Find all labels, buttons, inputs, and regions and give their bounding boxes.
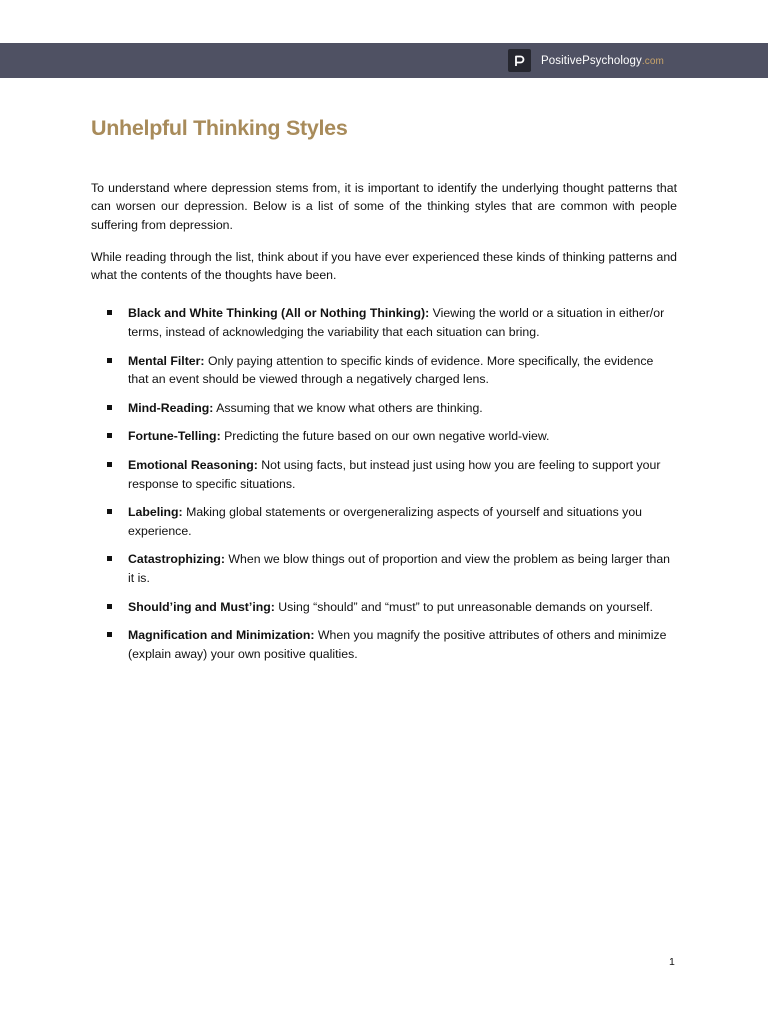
list-item-description: Viewing the world or a situation in either/or terms, instead of acknowledging the variability that each situation can bring. bbox=[128, 306, 665, 339]
list-item-term: Fortune-Telling: bbox=[128, 429, 221, 444]
brand-logo-link[interactable] bbox=[508, 49, 664, 72]
square-bullet-icon bbox=[107, 462, 112, 467]
page-number: 1 bbox=[669, 956, 675, 968]
list-item-description: Predicting the future based on our own negative world-view. bbox=[220, 429, 550, 444]
list-item bbox=[91, 399, 677, 417]
list-item-description: Only paying attention to specific kinds of evidence. More specifically, the evidence that an event should be viewed through a negatively charged lens. bbox=[128, 353, 654, 386]
list-item bbox=[91, 456, 677, 493]
header-bar bbox=[0, 43, 768, 78]
square-bullet-icon bbox=[107, 433, 112, 438]
list-item bbox=[91, 503, 677, 540]
instruction-paragraph: While reading through the list, think about if you have ever experienced these kinds of thinking patterns and what the contents of the thoughts have been. bbox=[91, 249, 677, 283]
list-item bbox=[91, 352, 677, 389]
list-item-term: Catastrophizing: bbox=[128, 552, 226, 567]
square-bullet-icon bbox=[107, 358, 112, 363]
square-bullet-icon bbox=[107, 604, 112, 609]
square-bullet-icon bbox=[107, 632, 112, 637]
list-item-description: Assuming that we know what others are thinking. bbox=[213, 400, 483, 415]
list-item-term: Black and White Thinking (All or Nothing Thinking): bbox=[128, 306, 430, 321]
list-item bbox=[91, 304, 677, 341]
list-item bbox=[91, 626, 677, 663]
list-item-term: Emotional Reasoning: bbox=[128, 458, 258, 473]
list-item-description: Using “should” and “must” to put unreasonable demands on yourself. bbox=[274, 599, 653, 614]
brand-name-main: PositivePsychology bbox=[541, 54, 642, 67]
thinking-styles-list bbox=[91, 304, 677, 662]
list-item-description: Making global statements or overgeneralizing aspects of yourself and situations you experience. bbox=[128, 505, 642, 538]
list-item-description: When you magnify the positive attributes of others and minimize (explain away) your own positive qualities. bbox=[128, 628, 667, 661]
letter-p-logo-glyph bbox=[512, 53, 527, 68]
list-item bbox=[91, 550, 677, 587]
list-item bbox=[91, 427, 677, 445]
list-item bbox=[91, 598, 677, 616]
list-item-description: Not using facts, but instead just using how you are feeling to support your response to specific situations. bbox=[128, 458, 661, 491]
list-item-description: When we blow things out of proportion and view the problem as being larger than it is. bbox=[128, 552, 671, 585]
square-bullet-icon bbox=[107, 556, 112, 561]
square-bullet-icon bbox=[107, 405, 112, 410]
list-item-term: Labeling: bbox=[128, 505, 183, 520]
list-item-term: Magnification and Minimization: bbox=[128, 628, 315, 643]
page-title: Unhelpful Thinking Styles bbox=[91, 116, 348, 140]
brand-name-suffix: .com bbox=[641, 55, 664, 67]
square-bullet-icon bbox=[107, 310, 112, 315]
list-item-term: Should’ing and Must’ing: bbox=[128, 599, 275, 614]
document-body bbox=[91, 179, 677, 673]
letter-p-logo-icon bbox=[508, 49, 531, 72]
square-bullet-icon bbox=[107, 509, 112, 514]
list-item-term: Mental Filter: bbox=[128, 353, 205, 368]
list-item-term: Mind-Reading: bbox=[128, 400, 214, 415]
intro-paragraph: To understand where depression stems from, it is important to identify the underlying thought patterns that can worsen our depression. Below is a list of some of the thinking styles that are common with people suffering from depression. bbox=[91, 181, 677, 232]
brand-name bbox=[541, 55, 664, 67]
